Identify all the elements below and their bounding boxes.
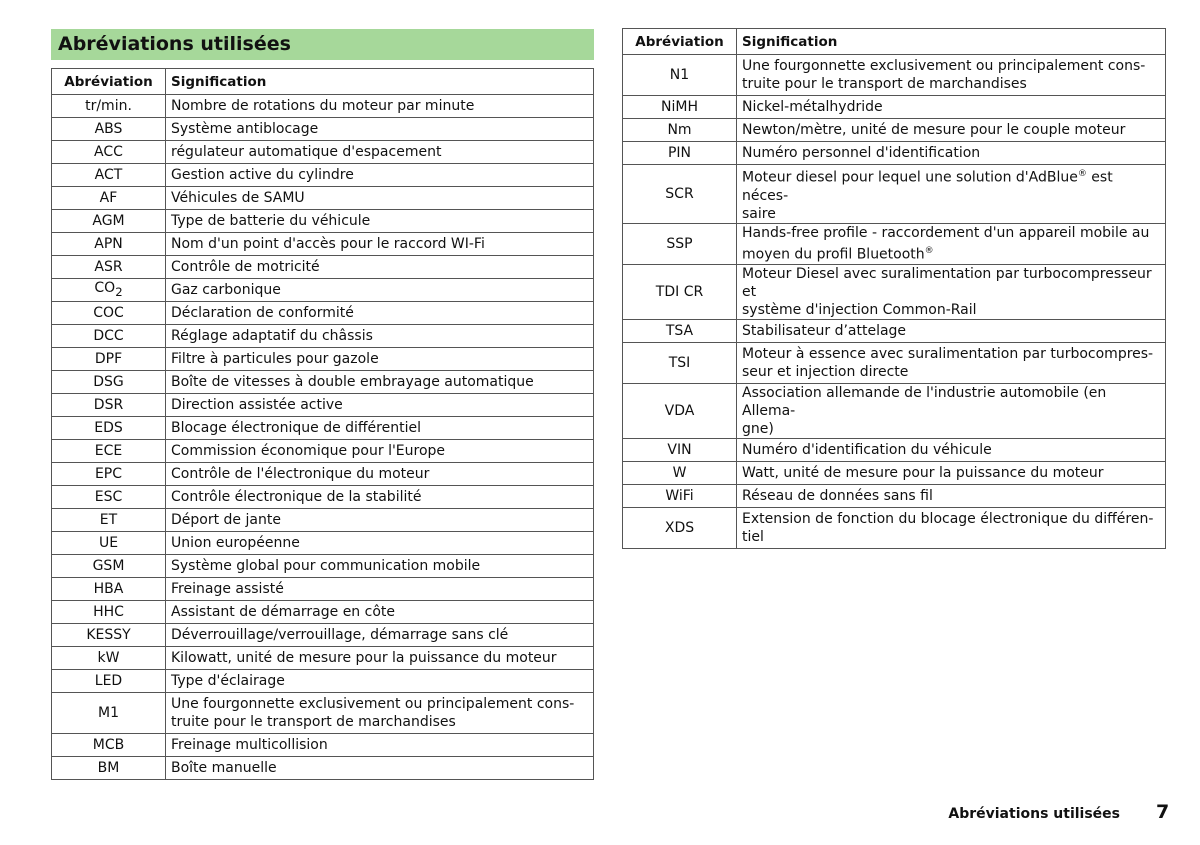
table-row <box>623 507 1166 548</box>
table-row <box>623 96 1166 119</box>
abbreviation-cell <box>52 601 166 624</box>
abbreviations-table-right <box>622 28 1166 549</box>
table-row <box>52 734 594 757</box>
table-row <box>52 624 594 647</box>
meaning-cell <box>166 647 594 670</box>
meaning-text: Assistant de démarrage en côte <box>171 604 395 620</box>
table-row <box>623 319 1166 342</box>
abbreviation-cell <box>52 555 166 578</box>
meaning-cell <box>166 141 594 164</box>
meaning-cell <box>737 342 1166 383</box>
meaning-cell <box>166 118 594 141</box>
table-row <box>52 302 594 325</box>
meaning-text: Nickel-métalhydride <box>742 99 883 115</box>
meaning-text: Contrôle de motricité <box>171 259 320 275</box>
header-meaning: Signification <box>166 69 594 95</box>
table-row <box>52 394 594 417</box>
meaning-cell <box>737 142 1166 165</box>
abbreviation-text: COC <box>93 305 124 321</box>
table-row <box>52 95 594 118</box>
abbreviation-cell <box>52 578 166 601</box>
abbreviation-text: AGM <box>92 213 125 229</box>
abbreviation-text: Nm <box>667 122 692 138</box>
abbreviation-cell <box>52 394 166 417</box>
meaning-text: Union européenne <box>171 535 300 551</box>
meaning-cell <box>737 319 1166 342</box>
table-row <box>52 509 594 532</box>
meaning-cell <box>166 164 594 187</box>
meaning-cell <box>166 555 594 578</box>
meaning-text: Boîte manuelle <box>171 760 277 776</box>
meaning-cell <box>166 348 594 371</box>
abbreviation-text: XDS <box>664 519 695 536</box>
abbreviation-cell <box>52 187 166 210</box>
table-row <box>623 342 1166 383</box>
meaning-text: Type de batterie du véhicule <box>171 213 371 229</box>
meaning-cell <box>166 578 594 601</box>
table-row <box>623 461 1166 484</box>
table-row <box>623 119 1166 142</box>
table-row <box>623 383 1166 438</box>
abbreviation-text: DSR <box>93 397 124 413</box>
abbreviation-cell <box>52 95 166 118</box>
meaning-text: Réseau de données sans fil <box>742 487 933 504</box>
abbreviation-cell <box>52 210 166 233</box>
abbreviation-text: GSM <box>92 558 125 574</box>
registered-mark: ® <box>1077 169 1087 179</box>
meaning-text: Moteur Diesel avec suralimentation par turbocompresseur et <box>742 265 1152 300</box>
meaning-text: Système global pour communication mobile <box>171 558 481 574</box>
abbreviation-cell <box>623 264 737 319</box>
abbreviation-text: PIN <box>667 145 692 161</box>
abbreviation-cell <box>52 141 166 164</box>
table-row <box>623 55 1166 96</box>
meaning-text: Moteur diesel pour lequel une solution d'AdBlue <box>742 169 1078 186</box>
abbreviation-cell <box>623 142 737 165</box>
table-row <box>52 141 594 164</box>
meaning-text: Newton/mètre, unité de mesure pour le couple moteur <box>742 122 1126 138</box>
meaning-cell <box>166 486 594 509</box>
meaning-text: Stabilisateur d’attelage <box>742 322 907 339</box>
meaning-text: Contrôle électronique de la stabilité <box>171 489 422 505</box>
abbreviation-text: NiMH <box>661 99 698 115</box>
meaning-cell <box>737 461 1166 484</box>
abbreviation-text: DCC <box>93 328 124 344</box>
meaning-text-line2: seur et injection directe <box>742 363 909 380</box>
meaning-cell <box>737 119 1166 142</box>
abbreviation-cell <box>52 325 166 348</box>
meaning-text-line2: moyen du profil Bluetooth <box>742 246 925 263</box>
abbreviation-text: SSP <box>666 235 693 252</box>
table-row <box>52 463 594 486</box>
meaning-text: Commission économique pour l'Europe <box>171 443 446 459</box>
meaning-text: Association allemande de l'industrie automobile (en Allema- <box>742 384 1107 419</box>
abbreviation-text: TSA <box>665 322 694 339</box>
table-row <box>52 164 594 187</box>
abbreviation-cell <box>52 532 166 555</box>
meaning-text: Gestion active du cylindre <box>171 167 354 183</box>
meaning-cell <box>166 624 594 647</box>
abbreviation-cell <box>623 55 737 96</box>
meaning-cell <box>737 507 1166 548</box>
abbreviation-cell <box>52 164 166 187</box>
table-row <box>623 165 1166 224</box>
abbreviation-cell <box>52 486 166 509</box>
abbreviation-cell <box>52 647 166 670</box>
meaning-cell <box>737 55 1166 96</box>
abbreviation-text: M1 <box>98 705 119 721</box>
meaning-text-line2: truite pour le transport de marchandises <box>742 76 1027 92</box>
abbreviation-text: ABS <box>94 121 123 137</box>
meaning-text-line2: système d'injection Common-Rail <box>742 301 977 318</box>
meaning-text: Une fourgonnette exclusivement ou principalement cons- <box>171 696 575 712</box>
meaning-text: Filtre à particules pour gazole <box>171 351 379 367</box>
meaning-cell <box>737 223 1166 264</box>
meaning-text: Boîte de vitesses à double embrayage automatique <box>171 374 534 390</box>
meaning-text: Numéro d'identification du véhicule <box>742 441 992 458</box>
meaning-cell <box>166 734 594 757</box>
table-row <box>52 325 594 348</box>
abbreviation-cell <box>623 438 737 461</box>
meaning-text: Nom d'un point d'accès pour le raccord WI-Fi <box>171 236 485 252</box>
table-row <box>52 578 594 601</box>
abbreviation-text: CO <box>94 280 116 297</box>
table-row <box>623 484 1166 507</box>
abbreviation-cell <box>623 342 737 383</box>
table-row <box>52 440 594 463</box>
table-row <box>52 532 594 555</box>
abbreviation-text: ACC <box>94 144 123 160</box>
meaning-cell <box>166 325 594 348</box>
abbreviations-table-left <box>51 68 594 780</box>
abbreviation-cell <box>52 624 166 647</box>
registered-mark: ® <box>924 245 934 256</box>
abbreviation-text: SCR <box>665 185 694 202</box>
abbreviation-cell <box>52 734 166 757</box>
meaning-text: Contrôle de l'électronique du moteur <box>171 466 430 482</box>
meaning-cell <box>737 383 1166 438</box>
meaning-text: Blocage électronique de différentiel <box>171 420 421 436</box>
abbreviation-text: W <box>672 464 687 481</box>
table-header-row <box>52 69 594 95</box>
meaning-cell <box>166 440 594 463</box>
abbreviation-text: ET <box>99 512 118 528</box>
table-row <box>52 118 594 141</box>
table-row <box>623 438 1166 461</box>
meaning-text: Déport de jante <box>171 512 281 528</box>
abbreviation-cell <box>52 302 166 325</box>
meaning-text: Système antiblocage <box>171 121 319 137</box>
abbreviation-cell <box>52 256 166 279</box>
meaning-cell <box>737 264 1166 319</box>
abbreviation-text: HBA <box>93 581 124 597</box>
abbreviation-cell <box>623 461 737 484</box>
abbreviation-cell <box>623 96 737 119</box>
abbreviation-cell <box>52 440 166 463</box>
abbreviation-text: kW <box>97 650 120 666</box>
table-row <box>52 210 594 233</box>
abbreviation-text: AF <box>99 190 118 206</box>
meaning-text: Extension de fonction du blocage électronique du différen- <box>742 510 1154 527</box>
meaning-text: régulateur automatique d'espacement <box>171 144 442 160</box>
abbreviation-text: EPC <box>94 466 123 482</box>
abbreviation-cell <box>623 119 737 142</box>
meaning-text: Véhicules de SAMU <box>171 190 305 206</box>
meaning-cell <box>737 165 1166 224</box>
abbreviation-text: WiFi <box>665 487 694 504</box>
meaning-cell <box>166 693 594 734</box>
meaning-cell <box>166 371 594 394</box>
footer-section-label: Abréviations utilisées <box>948 806 1120 822</box>
abbreviation-cell <box>52 463 166 486</box>
meaning-text-tail: est néces- <box>742 169 1113 204</box>
meaning-cell <box>166 601 594 624</box>
meaning-cell <box>166 233 594 256</box>
header-abbreviation: Abréviation <box>52 69 166 95</box>
abbreviation-text: MCB <box>92 737 125 753</box>
meaning-text-line2: gne) <box>742 420 774 437</box>
abbreviation-cell <box>623 223 737 264</box>
abbreviation-text: UE <box>98 535 119 551</box>
abbreviation-cell <box>52 509 166 532</box>
abbreviation-text: APN <box>94 236 123 252</box>
abbreviation-text: KESSY <box>86 627 131 643</box>
table-row <box>52 256 594 279</box>
meaning-text: Une fourgonnette exclusivement ou principalement cons- <box>742 58 1146 74</box>
table-row <box>52 693 594 734</box>
abbreviation-cell <box>52 417 166 440</box>
meaning-text: Watt, unité de mesure pour la puissance du moteur <box>742 464 1104 481</box>
meaning-cell <box>166 302 594 325</box>
meaning-text: Moteur à essence avec suralimentation par turbocompres- <box>742 345 1154 362</box>
abbreviation-cell <box>623 319 737 342</box>
abbreviation-text: tr/min. <box>85 98 132 114</box>
meaning-cell <box>166 417 594 440</box>
meaning-cell <box>166 532 594 555</box>
abbreviation-text: VIN <box>667 441 692 458</box>
meaning-text: Gaz carbonique <box>171 282 281 298</box>
meaning-text: Freinage assisté <box>171 581 284 597</box>
table-header-row <box>623 29 1166 55</box>
meaning-text: Déverrouillage/verrouillage, démarrage sans clé <box>171 627 509 643</box>
abbreviation-text: TSI <box>668 354 691 371</box>
abbreviation-subscript: 2 <box>115 284 123 299</box>
abbreviation-text: EDS <box>94 420 123 436</box>
table-row <box>52 187 594 210</box>
abbreviation-text: HHC <box>93 604 124 620</box>
abbreviation-text: N1 <box>669 67 690 83</box>
abbreviation-cell <box>623 507 737 548</box>
abbreviation-text: ESC <box>94 489 123 505</box>
abbreviation-text: ECE <box>94 443 123 459</box>
page-number: 7 <box>1156 801 1170 823</box>
meaning-text: Nombre de rotations du moteur par minute <box>171 98 475 114</box>
abbreviation-cell <box>52 693 166 734</box>
meaning-text-line2: truite pour le transport de marchandises <box>171 714 456 730</box>
meaning-text: Freinage multicollision <box>171 737 328 753</box>
meaning-cell <box>166 95 594 118</box>
abbreviation-cell <box>52 118 166 141</box>
table-row <box>623 223 1166 264</box>
abbreviation-text: VDA <box>664 402 695 419</box>
meaning-text: Numéro personnel d'identification <box>742 145 981 161</box>
header-meaning: Signification <box>737 29 1166 55</box>
table-row <box>52 486 594 509</box>
meaning-cell <box>166 210 594 233</box>
meaning-text: Direction assistée active <box>171 397 343 413</box>
table-row <box>52 555 594 578</box>
meaning-text-line2: saire <box>742 205 776 222</box>
meaning-cell <box>166 256 594 279</box>
meaning-cell <box>737 438 1166 461</box>
meaning-cell <box>166 670 594 693</box>
meaning-cell <box>166 187 594 210</box>
abbreviation-text: ACT <box>94 167 123 183</box>
abbreviation-cell <box>52 757 166 780</box>
abbreviation-cell <box>623 165 737 224</box>
meaning-cell <box>166 757 594 780</box>
abbreviation-text: LED <box>94 673 123 689</box>
header-abbreviation: Abréviation <box>623 29 737 55</box>
table-row <box>52 233 594 256</box>
abbreviation-cell <box>623 383 737 438</box>
meaning-text-line2: tiel <box>742 528 764 545</box>
abbreviation-cell <box>623 484 737 507</box>
meaning-text: Déclaration de conformité <box>171 305 354 321</box>
meaning-text: Kilowatt, unité de mesure pour la puissance du moteur <box>171 650 557 666</box>
table-row <box>52 417 594 440</box>
table-row <box>52 647 594 670</box>
abbreviation-text: BM <box>97 760 120 776</box>
abbreviation-cell <box>52 371 166 394</box>
table-row <box>52 757 594 780</box>
table-row <box>623 142 1166 165</box>
meaning-cell <box>166 463 594 486</box>
abbreviation-text: DSG <box>93 374 124 390</box>
meaning-cell <box>737 96 1166 119</box>
abbreviation-cell <box>52 279 166 302</box>
table-row <box>623 264 1166 319</box>
meaning-cell <box>166 509 594 532</box>
meaning-cell <box>166 394 594 417</box>
meaning-text: Type d'éclairage <box>171 673 285 689</box>
meaning-cell <box>737 484 1166 507</box>
abbreviation-cell <box>52 348 166 371</box>
meaning-text: Hands-free profile - raccordement d'un appareil mobile au <box>742 224 1150 241</box>
abbreviation-text: TDI CR <box>655 283 704 300</box>
abbreviation-cell <box>52 670 166 693</box>
meaning-text: Réglage adaptatif du châssis <box>171 328 373 344</box>
abbreviation-text: DPF <box>94 351 123 367</box>
table-row <box>52 601 594 624</box>
meaning-cell <box>166 279 594 302</box>
abbreviation-text: ASR <box>94 259 123 275</box>
table-row <box>52 670 594 693</box>
abbreviation-cell <box>52 233 166 256</box>
table-row <box>52 279 594 302</box>
table-row <box>52 371 594 394</box>
section-title: Abréviations utilisées <box>51 29 594 60</box>
table-row <box>52 348 594 371</box>
